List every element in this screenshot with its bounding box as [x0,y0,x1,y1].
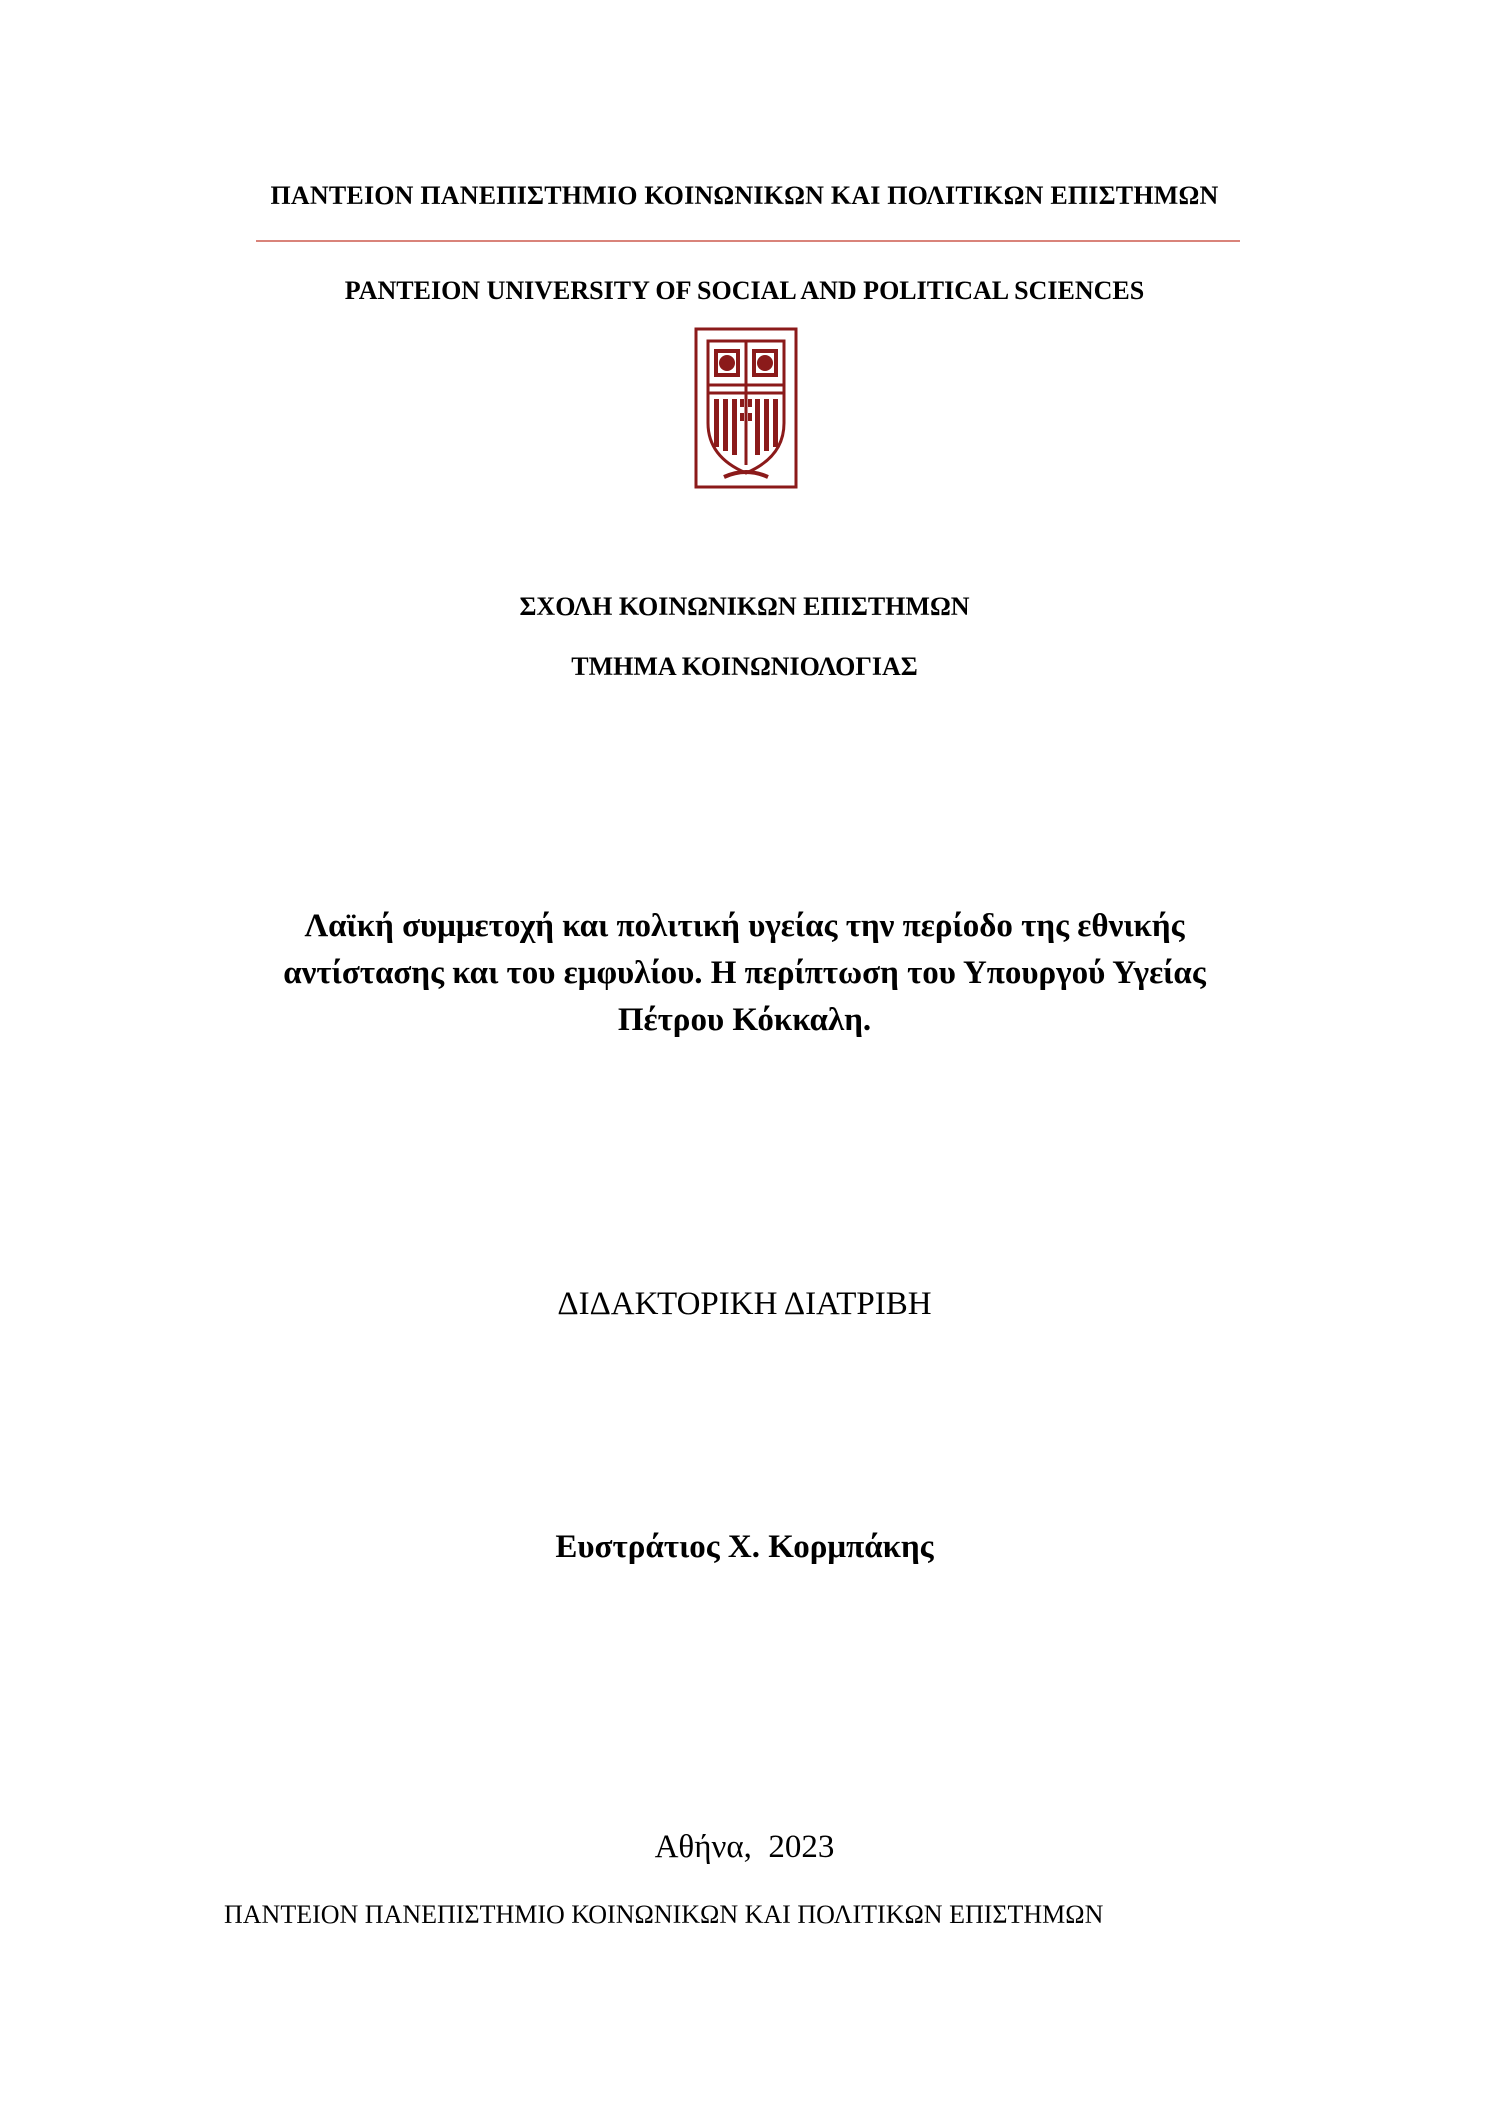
document-type: ΔΙΔΑΚΤΟΡΙΚΗ ΔΙΑΤΡΙΒΗ [557,1286,932,1322]
thesis-title-line: Λαϊκή συμμετοχή και πολιτική υγείας την περίοδο της εθνικής [304,908,1185,944]
thesis-title [0,903,1489,1044]
footer-university-name: ΠΑΝΤΕΙΟΝ ΠΑΝΕΠΙΣΤΗΜΙΟ ΚΟΙΝΩΝΙΚΩΝ ΚΑΙ ΠΟΛΙΤΙΚΩΝ ΕΠΙΣΤΗΜΩΝ [224,1900,1104,1929]
author-name: Ευστράτιος Χ. Κορμπάκης [555,1529,934,1565]
header-divider [256,240,1240,242]
thesis-title-line: Πέτρου Κόκκαλη. [617,1002,872,1038]
place-and-year: Αθήνα, 2023 [654,1829,835,1865]
department-name: ΤΜΗΜΑ ΚΟΙΝΩΝΙΟΛΟΓΙΑΣ [571,652,918,681]
school-name: ΣΧΟΛΗ ΚΟΙΝΩΝΙΚΩΝ ΕΠΙΣΤΗΜΩΝ [519,592,970,621]
university-name-english: PANTEION UNIVERSITY OF SOCIAL AND POLITICAL SCIENCES [344,276,1145,305]
university-name-greek: ΠΑΝΤΕΙΟΝ ΠΑΝΕΠΙΣΤΗΜΙΟ ΚΟΙΝΩΝΙΚΩΝ ΚΑΙ ΠΟΛΙΤΙΚΩΝ ΕΠΙΣΤΗΜΩΝ [270,181,1219,210]
university-crest-icon [694,327,798,489]
thesis-title-line: αντίστασης και του εμφυλίου. Η περίπτωση του Υπουργού Υγείας [283,955,1206,991]
